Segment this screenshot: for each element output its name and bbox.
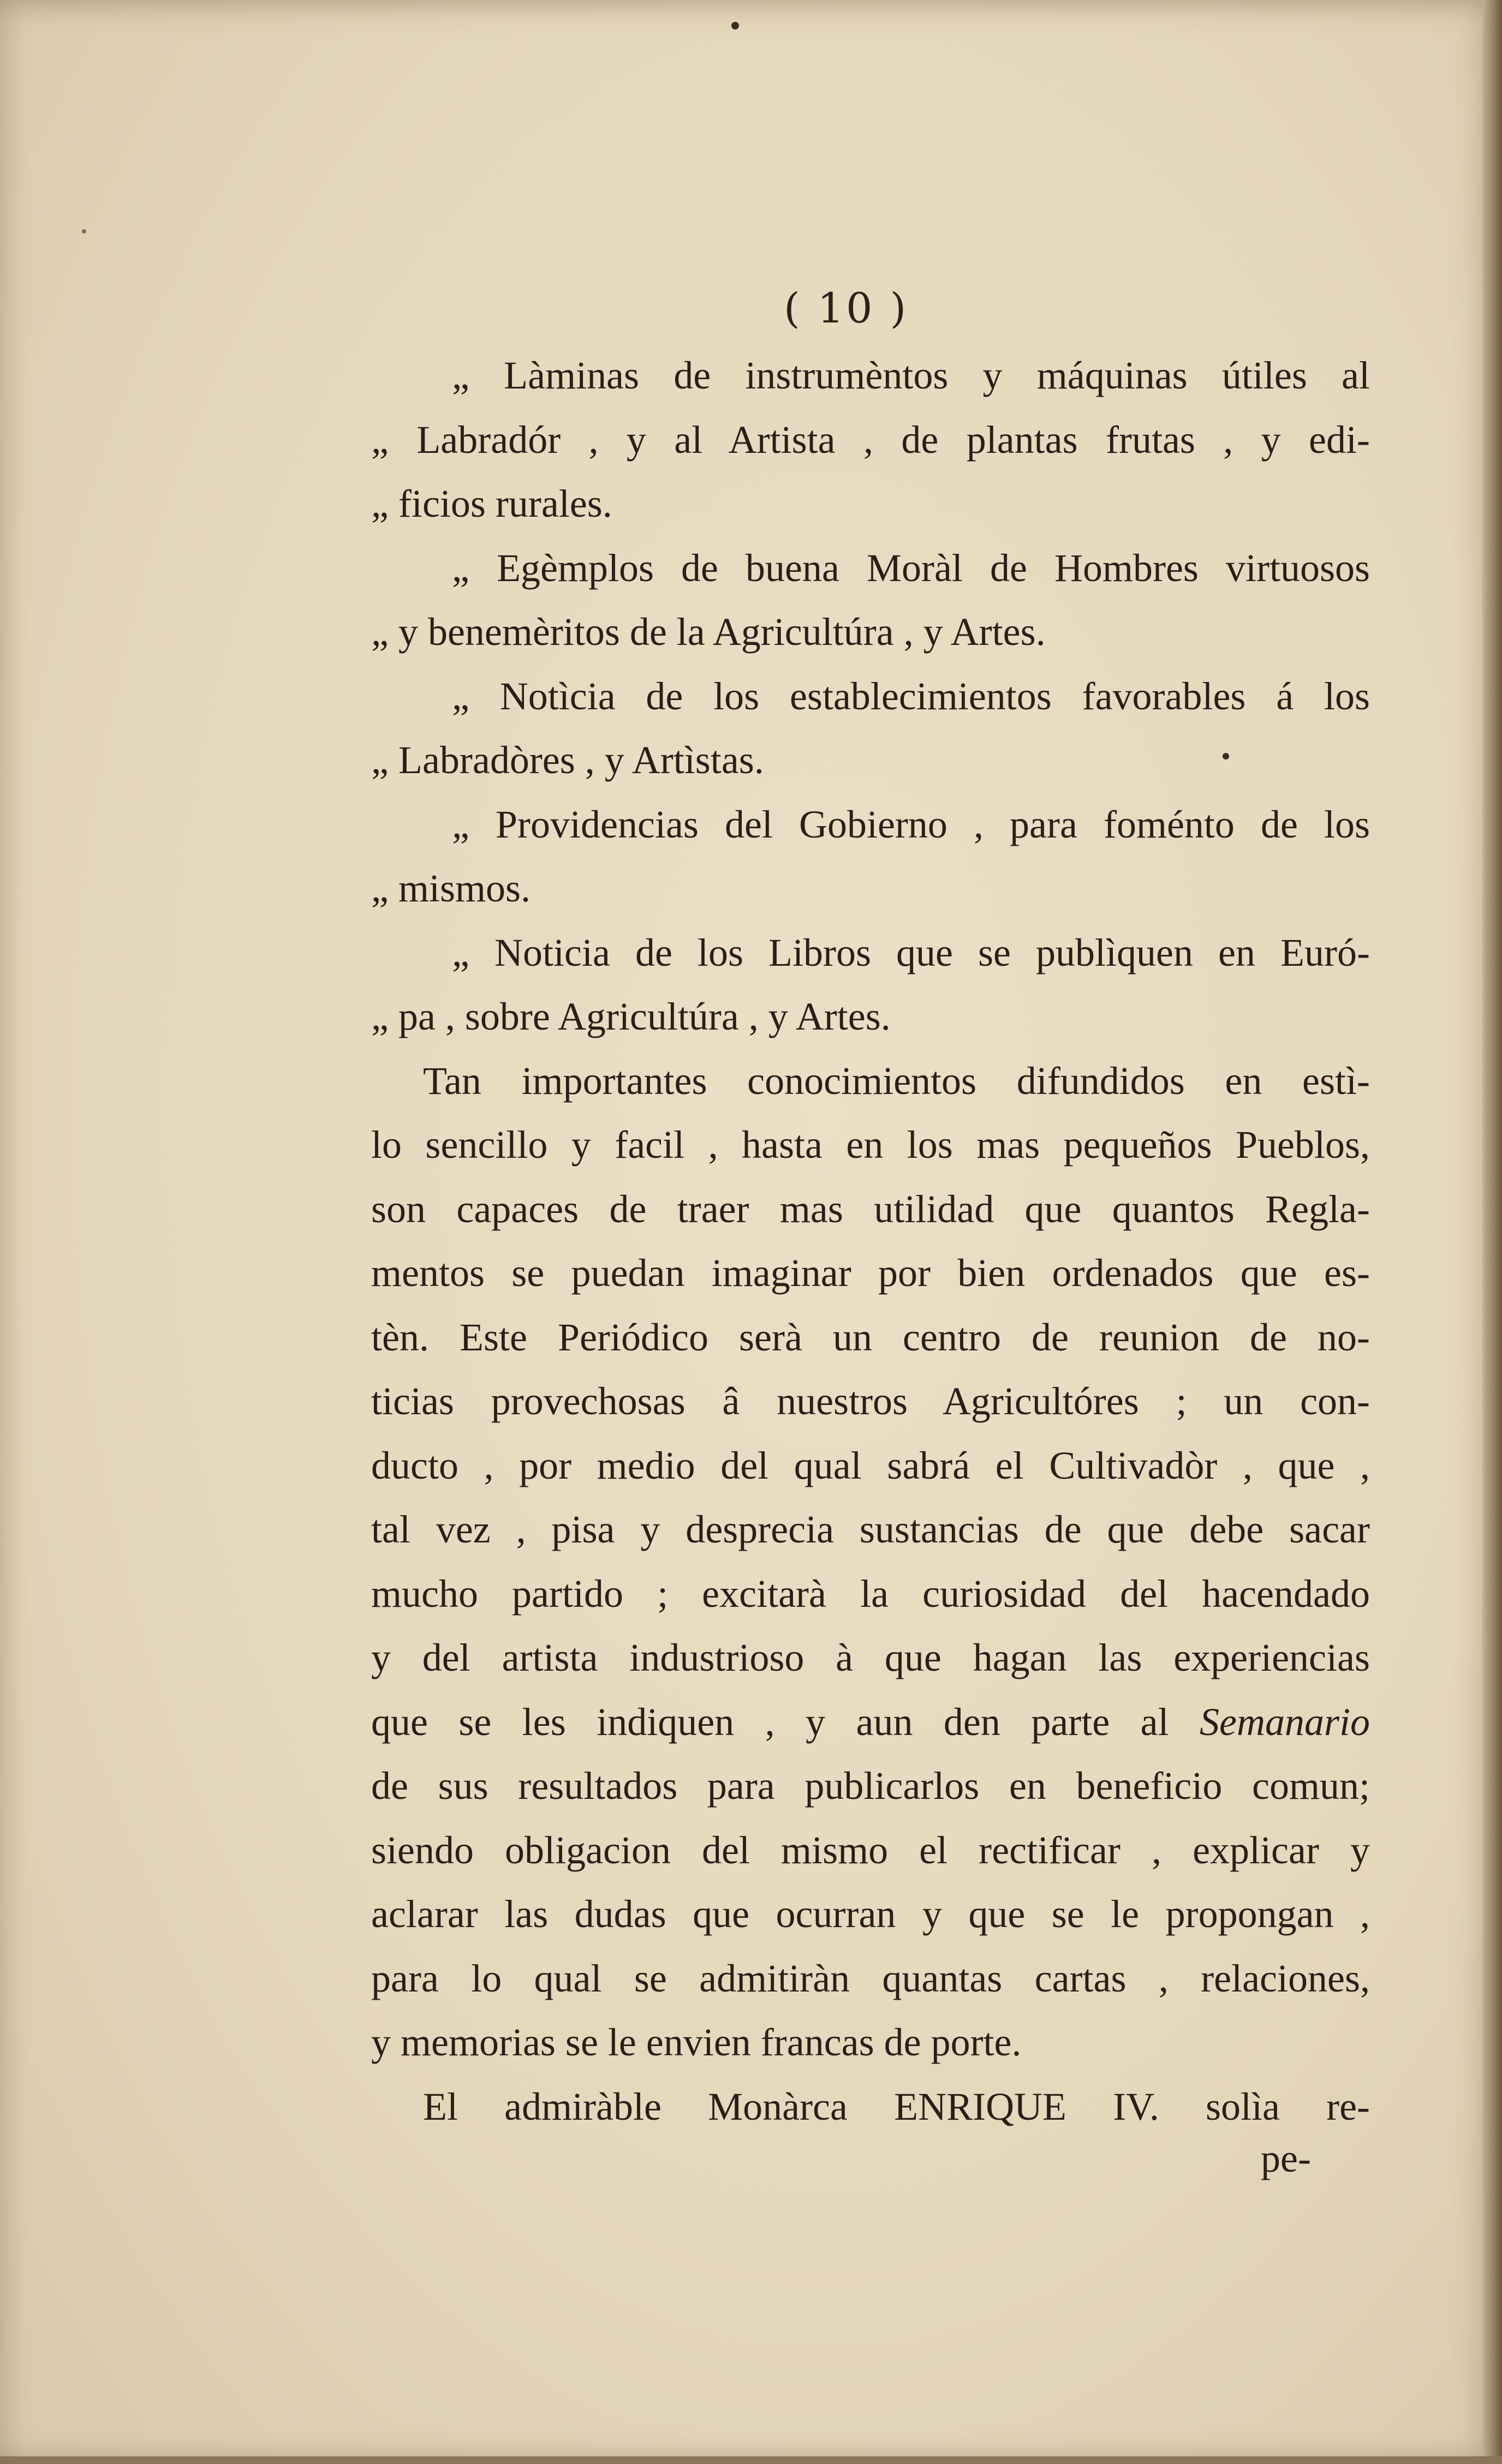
- text-line: mucho partido ; excitarà la curiosidad del hacendado: [371, 1571, 1370, 1616]
- text-line: „ Notìcia de los establecimientos favorables á los: [452, 674, 1370, 718]
- text-line: aclarar las dudas que ocurran y que se le propongan ,: [371, 1892, 1370, 1936]
- text-line: mentos se puedan imaginar por bien ordenados que es-: [371, 1251, 1370, 1295]
- text-line: „ Providencias del Gobierno , para foménto de los: [452, 802, 1370, 846]
- ink-speck: [731, 22, 739, 29]
- text-line: y memorias se le envien francas de porte.: [371, 2020, 1022, 2064]
- text-line: „ y benemèritos de la Agricultúra , y Artes.: [371, 610, 1046, 654]
- text-line: „ Noticia de los Libros que se publìquen en Euró-: [452, 930, 1370, 974]
- text-line: ducto , por medio del qual sabrá el Cultivadòr , que ,: [371, 1443, 1370, 1487]
- page-number: ( 10 ): [784, 284, 909, 332]
- text-line: son capaces de traer mas utilidad que quantos Regla-: [371, 1187, 1370, 1231]
- text-line: para lo qual se admitiràn quantas cartas , relaciones,: [371, 1956, 1370, 2000]
- page-edge-shadow: [1482, 0, 1502, 2464]
- text-line: lo sencillo y facil , hasta en los mas pequeños Pueblos,: [371, 1123, 1370, 1167]
- text-line: de sus resultados para publicarlos en beneficio comun;: [371, 1764, 1370, 1808]
- body-text: [371, 344, 1370, 2139]
- text-line: que se les indiquen , y aun den parte al Semanario: [371, 1700, 1370, 1744]
- text-line: „ Làminas de instrumèntos y máquinas útiles al: [452, 354, 1370, 397]
- text-line: siendo obligacion del mismo el rectificar , explicar y: [371, 1828, 1370, 1872]
- ink-speck: [82, 229, 86, 234]
- text-line: „ mismos.: [371, 866, 531, 910]
- text-line: „ Labradòres , y Artìstas.: [371, 738, 764, 782]
- text-line: Tan importantes conocimientos difundidos en estì-: [423, 1058, 1370, 1103]
- text-line: „ Labradór , y al Artista , de plantas frutas , y edi-: [371, 417, 1370, 462]
- catchword: pe-: [1261, 2137, 1311, 2180]
- text-line: tèn. Este Periódico serà un centro de reunion de no-: [371, 1315, 1370, 1359]
- ink-speck: [1223, 753, 1229, 759]
- page-bottom-edge: [0, 2456, 1502, 2464]
- text-line: „ pa , sobre Agricultúra , y Artes.: [371, 995, 891, 1038]
- text-line: ticias provechosas â nuestros Agricultóres ; un con-: [371, 1379, 1370, 1423]
- text-line: tal vez , pisa y desprecia sustancias de que debe sacar: [371, 1508, 1370, 1551]
- text-line: „ ficios rurales.: [371, 482, 612, 525]
- text-line: El admiràble Monàrca ENRIQUE IV. solìa re-: [423, 2084, 1370, 2128]
- text-line: „ Egèmplos de buena Moràl de Hombres virtuosos: [452, 546, 1370, 590]
- text-line: y del artista industrioso à que hagan las experiencias: [371, 1636, 1370, 1679]
